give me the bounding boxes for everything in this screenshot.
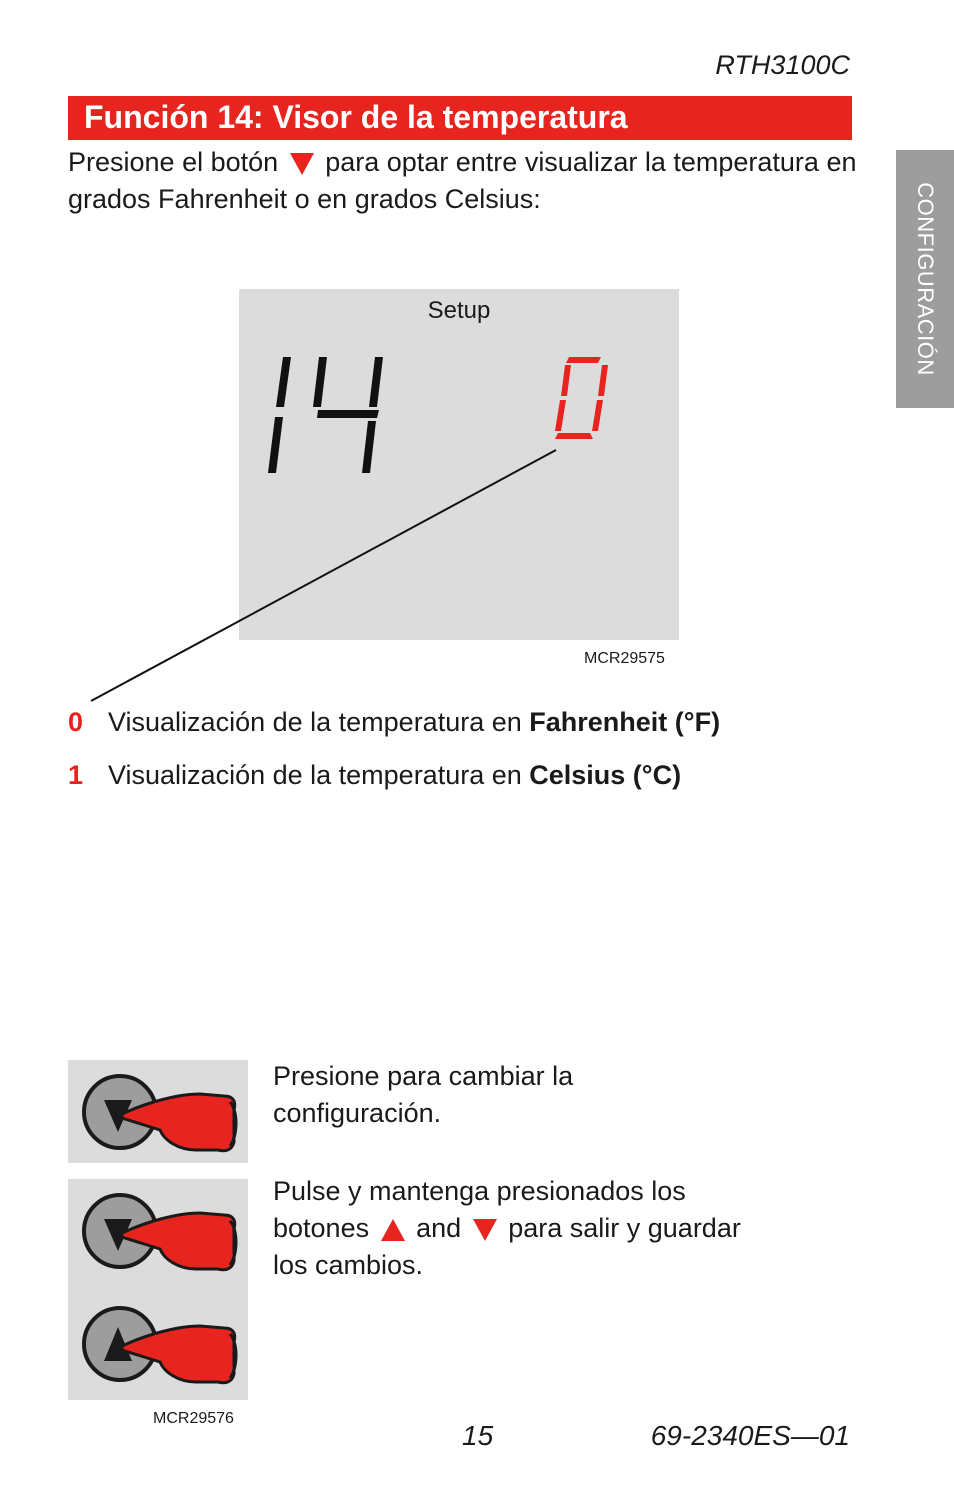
figure-code-buttons: MCR29576 [153,1410,234,1427]
option-unit: Celsius (°C) [529,760,682,790]
step-change-text: Presione para cambiar la configuración. [273,1061,574,1128]
option-celsius [68,760,681,791]
step-exit-text [273,1173,773,1284]
step-exit-text-2: para salir y guardar los cambios. [273,1213,741,1280]
model-number: RTH3100C [715,50,850,80]
option-text: Visualización de la temperatura en [108,760,530,790]
option-value: 1 [68,760,84,790]
intro-text-2: para optar entre visualizar la temperatura en grados Fahrenheit o en grados Celsius: [68,147,857,214]
step-exit-text-1: Pulse y mantenga presionados los botones [273,1176,686,1243]
figure-code-lcd: MCR29575 [584,650,665,667]
button-panel-exit [68,1179,248,1400]
side-tab-label: CONFIGURACIÓN [913,182,938,376]
button-panel-change [68,1060,248,1163]
intro-text-1: Presione el botón [68,147,279,177]
page-number: 15 [462,1420,494,1451]
lcd-setup-label: Setup [427,297,491,324]
option-text: Visualización de la temperatura en [108,707,530,737]
option-unit: Fahrenheit (°F) [529,707,721,737]
step-exit-and: and [416,1213,462,1243]
section-title: Función 14: Visor de la temperatura [84,99,628,135]
option-value: 0 [68,707,84,737]
up-arrow-icon [381,1219,405,1241]
option-fahrenheit [68,707,720,738]
down-arrow-icon [473,1219,497,1241]
document-id: 69-2340ES—01 [650,1420,850,1451]
